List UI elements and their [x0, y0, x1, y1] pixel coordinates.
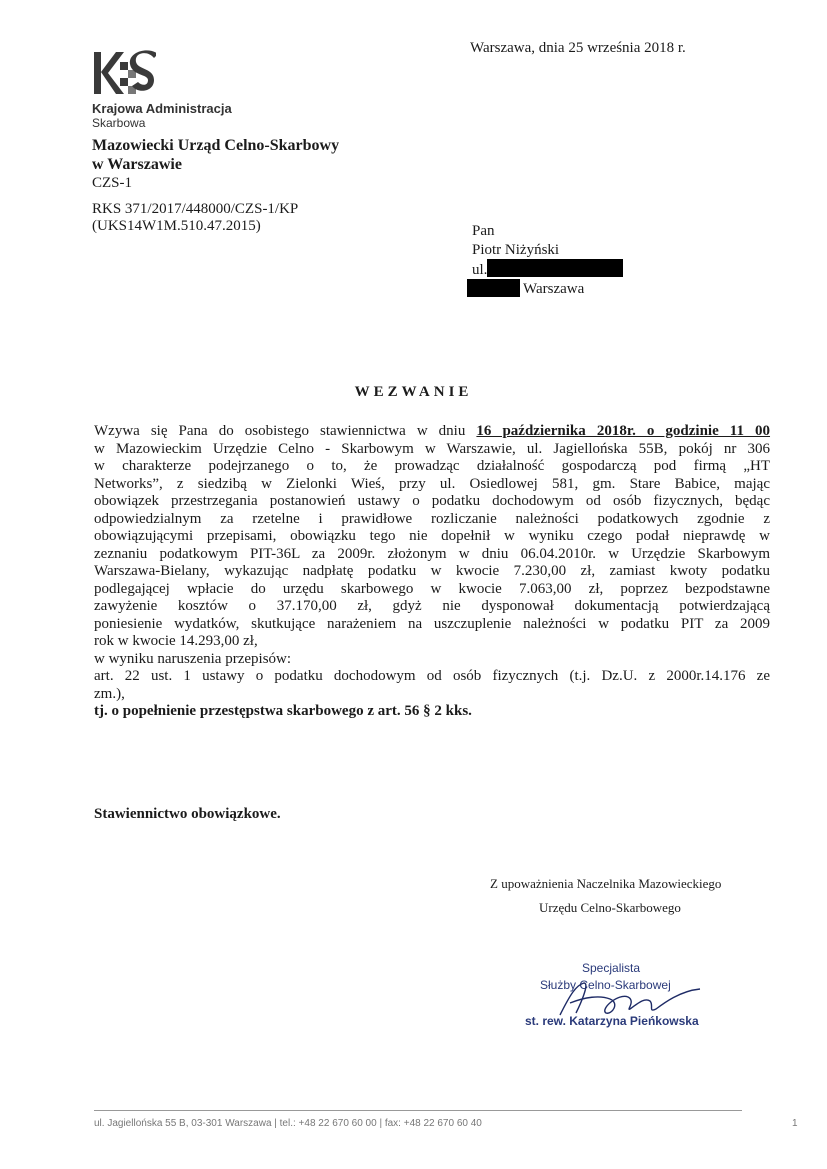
- summons-body: [94, 423, 770, 721]
- org-subname: Skarbowa: [92, 116, 146, 130]
- authorization-line-1: Z upoważnienia Naczelnika Mazowieckiego: [490, 876, 722, 891]
- recipient-salutation: Pan: [472, 223, 495, 239]
- footer-contact: ul. Jagiellońska 55 B, 03-301 Warszawa | tel.: +48 22 670 60 00 | fax: +48 22 670 60 40: [94, 1118, 482, 1129]
- document-date: Warszawa, dnia 25 września 2018 r.: [470, 40, 686, 56]
- body-line: obowiązek przestrzegania postanowień ustawy o podatku dochodowym od osób fizycznych, będąc: [94, 493, 770, 509]
- redacted-street: [487, 259, 623, 277]
- body-line: Networks”, z siedzibą w Zielonki Wieś, przy ul. Osiedlowej 581, gm. Stare Babice, mając: [94, 475, 770, 492]
- redacted-postcode: [467, 279, 520, 297]
- stamp-officer: st. rew. Katarzyna Pieńkowska: [525, 1014, 699, 1028]
- body-line: rok w kwocie 14.293,00 zł,: [94, 633, 258, 649]
- office-name: Mazowiecki Urząd Celno-Skarbowy w Warszawie: [92, 137, 340, 173]
- recipient-name: Piotr Niżyński: [472, 242, 560, 258]
- handwritten-signature-icon: [540, 975, 710, 1025]
- body-line: zeznaniu podatkowym PIT-36L za 2009r. złożonym w dniu 06.04.2010r. w Urzędzie Skarbowym: [94, 545, 770, 562]
- body-line: w charakterze podejrzanego o to, że prowadząc działalność gospodarczą pod firmą „HT: [94, 458, 770, 474]
- body-line: podlegającej wpłacie do urzędu skarbowego w kwocie 7.063,00 zł, poprzez bezpodstawne: [94, 580, 770, 597]
- kas-logo-icon: [94, 48, 156, 98]
- body-line: obowiązującymi przepisami, obowiązku tego nie dopełnił w wyniku czego podał nieprawdę w: [94, 528, 770, 544]
- body-line: Warszawa-Bielany, wykazując nadpłatę podatku w kwocie 7.230,00 zł, zamiast kwoty podatku: [94, 563, 770, 579]
- appointment-date: 16 października 2018r. o godzinie 11 00: [476, 423, 771, 439]
- mandatory-attendance: Stawiennictwo obowiązkowe.: [94, 806, 281, 822]
- recipient-street: ul.: [472, 262, 488, 278]
- department-code: CZS-1: [92, 175, 133, 191]
- body-line: w wyniku naruszenia przepisów:: [94, 650, 292, 667]
- body-line: zawyżenie kosztów o 37.170,00 zł, gdyż nie dysponował dokumentacją potwierdzającą: [94, 598, 770, 614]
- recipient-city: Warszawa: [523, 281, 585, 297]
- stamp-service: Służby Celno-Skarbowej: [540, 978, 671, 992]
- body-line: w Mazowieckim Urzędzie Celno - Skarbowym w Warszawie, ul. Jagiellońska 55B, pokój nr 306: [94, 440, 770, 457]
- document-title: WEZWANIE: [354, 384, 473, 400]
- reference-number: RKS 371/2017/448000/CZS-1/KP: [92, 201, 299, 217]
- body-line: art. 22 ust. 1 ustawy o podatku dochodowym od osób fizycznych (t.j. Dz.U. z 2000r.14.176 ze: [94, 668, 770, 684]
- body-line: poniesienie wydatków, skutkujące narażeniem na uszczuplenie należności w podatku PIT za 2009: [94, 615, 770, 632]
- charge-line: tj. o popełnienie przestępstwa skarbowego z art. 56 § 2 kks.: [94, 703, 472, 719]
- reference-number-old: (UKS14W1M.510.47.2015): [92, 218, 261, 234]
- org-name: Krajowa Administracja: [92, 101, 232, 116]
- body-line: Wzywa się Pana do osobistego stawiennictwa w dniu 16 października 2018r. o godzinie 11 00: [94, 423, 771, 439]
- footer-divider: [94, 1110, 742, 1111]
- body-line: zm.),: [94, 685, 125, 702]
- authorization-line-2: Urzędu Celno-Skarbowego: [539, 900, 681, 915]
- body-line: odpowiedzialnym za rzetelne i prawidłowe rozliczanie należności podatkowych zgodnie z: [94, 510, 770, 527]
- stamp-title: Specjalista: [582, 961, 641, 975]
- page-number: 1: [792, 1118, 798, 1129]
